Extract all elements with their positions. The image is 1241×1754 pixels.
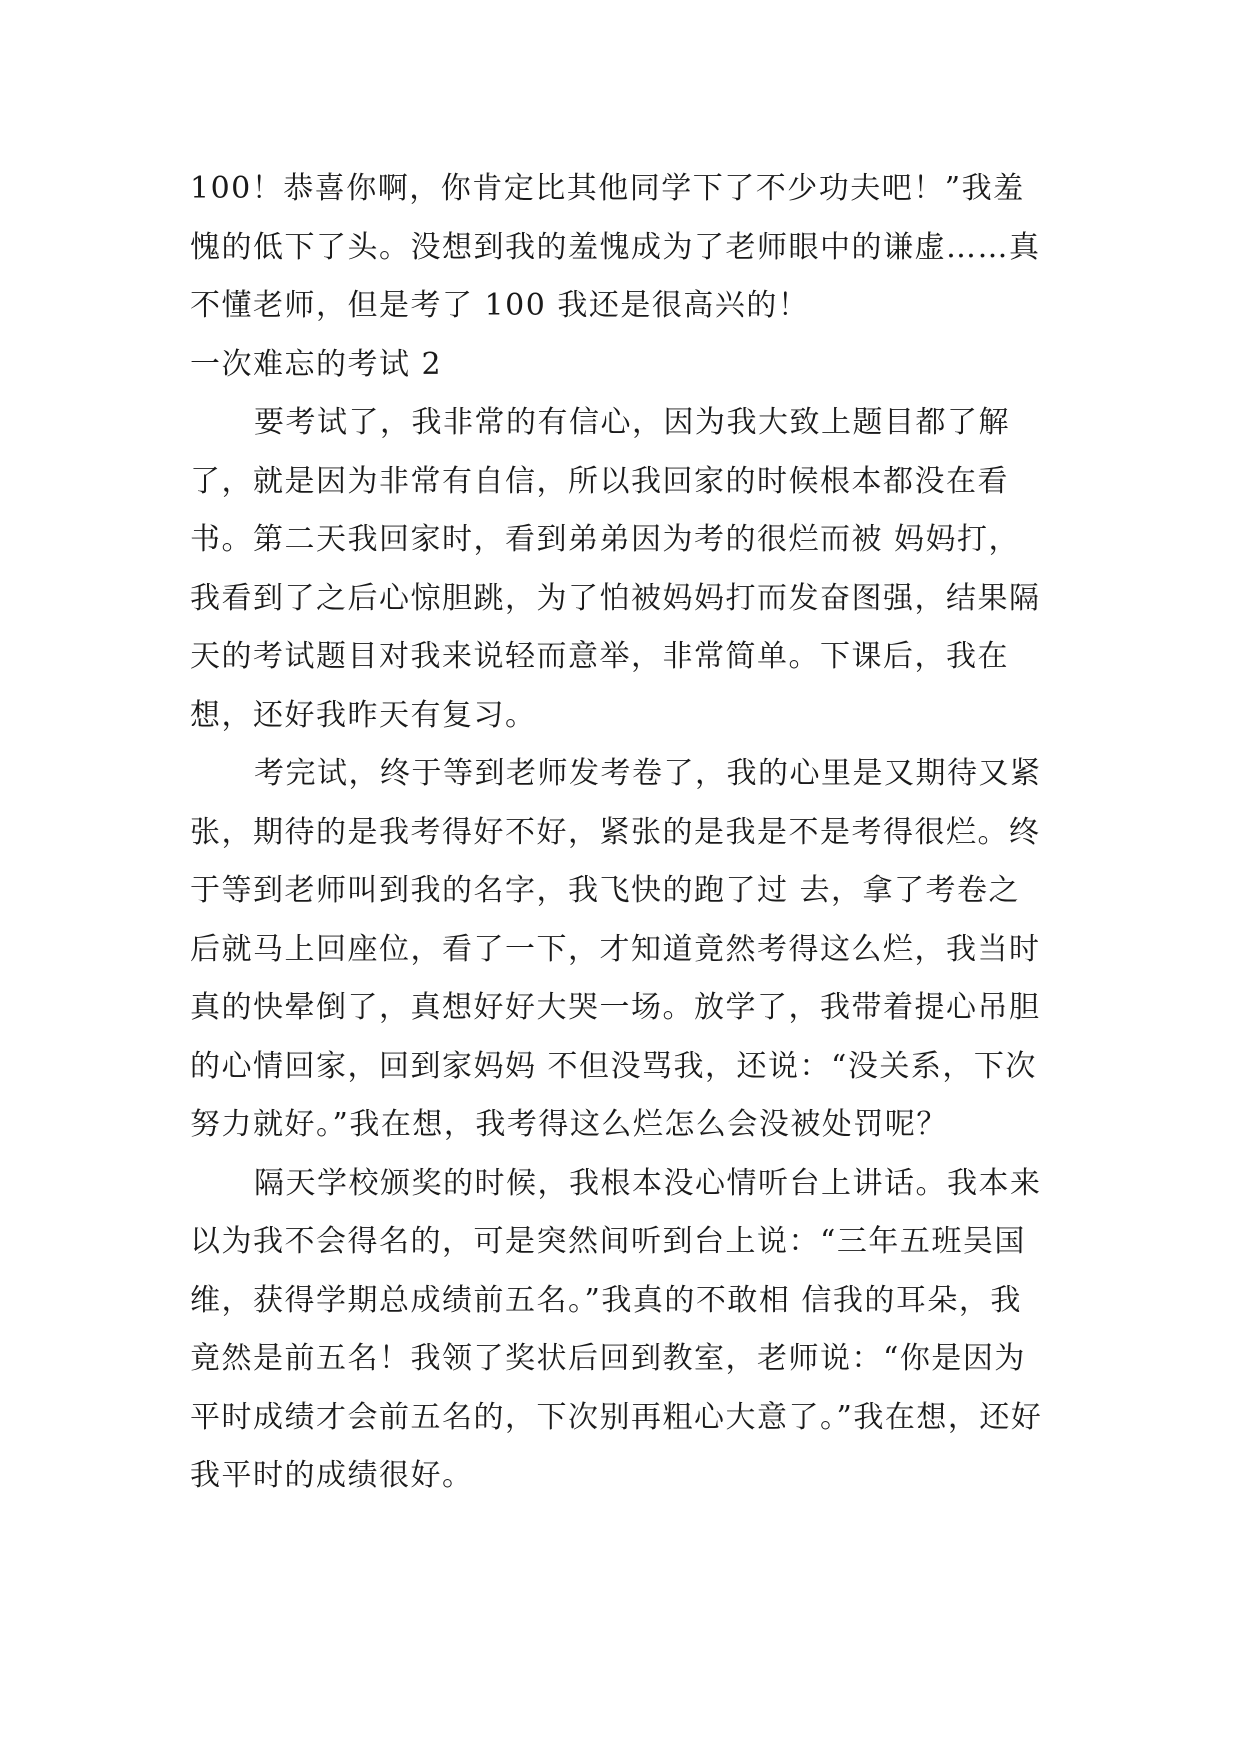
body-paragraph: 考完试，终于等到老师发考卷了，我的心里是又期待又紧张，期待的是我考得好不好，紧张的是我是不是考得很烂。终于等到老师叫到我的名字，我飞快的跑了过 去，拿了考卷之后就马上回座位，看了一下，才知道竟然考得这么烂，我当时真的快晕倒了，真想好好大哭一场。放学了，我带着提心吊胆的心情回家，回到家妈妈 不但没骂我，还说：“没关系，下次努力就好。”我在想，我考得这么烂怎么会没被处罚呢？ <box>190 756 1042 1142</box>
document-body <box>190 160 1050 1506</box>
section-heading: 一次难忘的考试 2 <box>190 346 443 382</box>
body-paragraph: 要考试了，我非常的有信心，因为我大致上题目都了解了，就是因为非常有自信，所以我回家的时候根本都没在看书。第二天我回家时，看到弟弟因为考的很烂而被 妈妈打，我看到了之后心惊胆跳，为了怕被妈妈打而发奋图强，结果隔天的考试题目对我来说轻而意举，非常简单。下课后，我在想，还好我昨天有复习。 <box>190 405 1041 733</box>
continuation-paragraph: 100！恭喜你啊，你肯定比其他同学下了不少功夫吧！”我羞愧的低下了头。没想到我的羞愧成为了老师眼中的谦虚……真不懂老师，但是考了 100 我还是很高兴的！ <box>190 171 1041 323</box>
body-paragraph: 隔天学校颁奖的时候，我根本没心情听台上讲话。我本来以为我不会得名的，可是突然间听到台上说：“三年五班吴国维，获得学期总成绩前五名。”我真的不敢相 信我的耳朵，我竟然是前五名！我领了奖状后回到教室，老师说：“你是因为平时成绩才会前五名的，下次别再粗心大意了。”我在想，还好我平时的成绩很好。 <box>190 1165 1043 1493</box>
